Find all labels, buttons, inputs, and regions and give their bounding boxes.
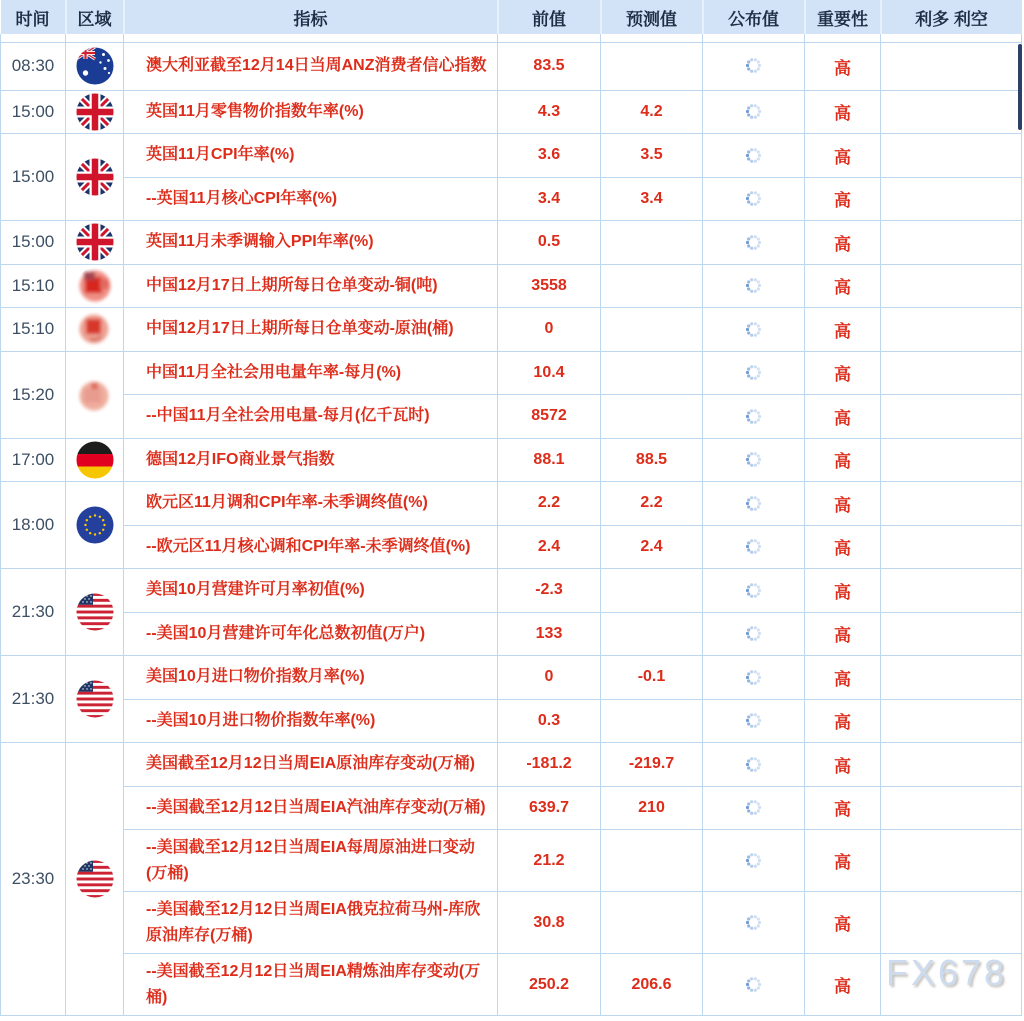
time-cell: 15:00 — [1, 90, 66, 134]
col-header-importance: 重要性 — [805, 0, 881, 34]
table-row — [1, 482, 1022, 526]
previous-value: 133 — [498, 612, 601, 656]
previous-value: 0 — [498, 656, 601, 700]
forecast-value — [601, 221, 703, 265]
previous-value: 3558 — [498, 264, 601, 308]
indicator-link[interactable]: --美国截至12月12日当周EIA汽油库存变动(万桶) — [124, 786, 498, 830]
loading-spinner-icon — [745, 103, 762, 120]
table-row — [1, 42, 1022, 90]
col-header-time: 时间 — [1, 0, 66, 34]
fx678-watermark: FX678 — [886, 952, 1008, 993]
published-value — [703, 351, 805, 395]
importance-badge: 高 — [805, 892, 881, 954]
previous-value: 2.4 — [498, 525, 601, 569]
uk-flag-icon — [76, 223, 114, 261]
loading-spinner-icon — [745, 57, 762, 74]
bias-cell — [881, 221, 1022, 265]
published-value — [703, 525, 805, 569]
forecast-value — [601, 351, 703, 395]
importance-badge: 高 — [805, 264, 881, 308]
bias-cell — [881, 264, 1022, 308]
time-cell: 21:30 — [1, 656, 66, 743]
col-header-indicator: 指标 — [124, 0, 498, 34]
importance-badge: 高 — [805, 482, 881, 526]
indicator-link[interactable]: --美国截至12月12日当周EIA俄克拉荷马州-库欣原油库存(万桶) — [124, 892, 498, 954]
time-cell: 18:00 — [1, 482, 66, 569]
eu-flag-icon — [76, 506, 114, 544]
bias-cell — [881, 177, 1022, 221]
forecast-value: -0.1 — [601, 656, 703, 700]
col-header-published: 公布值 — [703, 0, 805, 34]
flag-cell — [66, 221, 124, 265]
importance-badge: 高 — [805, 177, 881, 221]
previous-value: 3.4 — [498, 177, 601, 221]
published-value — [703, 395, 805, 439]
usa-flag-icon — [76, 680, 114, 718]
flag-cell — [66, 743, 124, 1016]
forecast-value — [601, 830, 703, 892]
loading-spinner-icon — [745, 495, 762, 512]
importance-badge: 高 — [805, 743, 881, 787]
bias-cell — [881, 395, 1022, 439]
forecast-value: 88.5 — [601, 438, 703, 482]
bias-cell — [881, 525, 1022, 569]
time-cell: 21:30 — [1, 569, 66, 656]
published-value — [703, 743, 805, 787]
indicator-link[interactable]: 中国12月17日上期所每日仓单变动-铜(吨) — [124, 264, 498, 308]
forecast-value — [601, 264, 703, 308]
table-row — [1, 743, 1022, 787]
loading-spinner-icon — [745, 538, 762, 555]
table-header-row — [1, 0, 1022, 34]
forecast-value: 4.2 — [601, 90, 703, 134]
forecast-value: 2.2 — [601, 482, 703, 526]
loading-spinner-icon — [745, 451, 762, 468]
published-value — [703, 134, 805, 178]
indicator-link[interactable]: 美国10月进口物价指数月率(%) — [124, 656, 498, 700]
indicator-link[interactable]: 中国12月17日上期所每日仓单变动-原油(桶) — [124, 308, 498, 352]
previous-value: 0.3 — [498, 699, 601, 743]
loading-spinner-icon — [745, 582, 762, 599]
previous-value: 88.1 — [498, 438, 601, 482]
flag-cell — [66, 438, 124, 482]
table-row — [1, 830, 1022, 892]
indicator-link[interactable]: 英国11月零售物价指数年率(%) — [124, 90, 498, 134]
loading-spinner-icon — [745, 408, 762, 425]
loading-spinner-icon — [745, 190, 762, 207]
indicator-link[interactable]: --欧元区11月核心调和CPI年率-未季调终值(%) — [124, 525, 498, 569]
published-value — [703, 177, 805, 221]
time-cell: 23:30 — [1, 743, 66, 1016]
importance-badge: 高 — [805, 699, 881, 743]
indicator-link[interactable]: 欧元区11月调和CPI年率-未季调终值(%) — [124, 482, 498, 526]
forecast-value — [601, 569, 703, 613]
indicator-link[interactable]: --美国10月营建许可年化总数初值(万户) — [124, 612, 498, 656]
table-row — [1, 786, 1022, 830]
loading-spinner-icon — [745, 147, 762, 164]
importance-badge: 高 — [805, 656, 881, 700]
previous-value: 8572 — [498, 395, 601, 439]
table-row — [1, 90, 1022, 134]
indicator-link[interactable]: 美国截至12月12日当周EIA原油库存变动(万桶) — [124, 743, 498, 787]
usa-flag-icon — [76, 593, 114, 631]
bias-cell — [881, 892, 1022, 954]
published-value — [703, 612, 805, 656]
forecast-value — [601, 699, 703, 743]
importance-badge: 高 — [805, 830, 881, 892]
bias-cell — [881, 351, 1022, 395]
bias-cell — [881, 482, 1022, 526]
indicator-link[interactable]: 英国11月CPI年率(%) — [124, 134, 498, 178]
loading-spinner-icon — [745, 669, 762, 686]
uk-flag-icon — [76, 93, 114, 131]
germany-flag-icon — [76, 441, 114, 479]
previous-value: 4.3 — [498, 90, 601, 134]
vertical-scrollbar-thumb[interactable] — [1018, 44, 1022, 130]
forecast-value — [601, 308, 703, 352]
previous-value: 2.2 — [498, 482, 601, 526]
flag-cell — [66, 351, 124, 438]
loading-spinner-icon — [745, 976, 762, 993]
published-value — [703, 308, 805, 352]
indicator-link[interactable]: 德国12月IFO商业景气指数 — [124, 438, 498, 482]
loading-spinner-icon — [745, 914, 762, 931]
previous-value: 3.6 — [498, 134, 601, 178]
table-row — [1, 264, 1022, 308]
indicator-link[interactable]: 澳大利亚截至12月14日当周ANZ消费者信心指数 — [124, 42, 498, 90]
forecast-value: 210 — [601, 786, 703, 830]
flag-cell — [66, 42, 124, 90]
importance-badge: 高 — [805, 612, 881, 656]
importance-badge: 高 — [805, 954, 881, 1016]
previous-value: 250.2 — [498, 954, 601, 1016]
bias-cell — [881, 656, 1022, 700]
importance-badge: 高 — [805, 351, 881, 395]
bias-cell — [881, 786, 1022, 830]
published-value — [703, 699, 805, 743]
table-row — [1, 134, 1022, 178]
forecast-value: 2.4 — [601, 525, 703, 569]
china-flag-icon — [76, 267, 114, 305]
bias-cell — [881, 569, 1022, 613]
usa-flag-icon — [76, 860, 114, 898]
published-value — [703, 90, 805, 134]
uk-flag-icon — [76, 158, 114, 196]
col-header-bias: 利多 利空 — [881, 0, 1022, 34]
forecast-value — [601, 395, 703, 439]
table-row — [1, 177, 1022, 221]
bias-cell — [881, 90, 1022, 134]
published-value — [703, 438, 805, 482]
table-row — [1, 892, 1022, 954]
header-gap-row — [1, 34, 1022, 42]
published-value — [703, 954, 805, 1016]
flag-cell — [66, 308, 124, 352]
forecast-value — [601, 612, 703, 656]
previous-value: 0.5 — [498, 221, 601, 265]
importance-badge: 高 — [805, 221, 881, 265]
time-cell: 17:00 — [1, 438, 66, 482]
flag-cell — [66, 90, 124, 134]
time-cell: 15:10 — [1, 264, 66, 308]
australia-flag-icon — [76, 47, 114, 85]
china-flag-icon — [76, 376, 114, 414]
flag-cell — [66, 656, 124, 743]
importance-badge: 高 — [805, 42, 881, 90]
previous-value: 10.4 — [498, 351, 601, 395]
importance-badge: 高 — [805, 134, 881, 178]
bias-cell — [881, 699, 1022, 743]
time-cell: 15:00 — [1, 134, 66, 221]
loading-spinner-icon — [745, 799, 762, 816]
previous-value: 21.2 — [498, 830, 601, 892]
indicator-link[interactable]: --美国10月进口物价指数年率(%) — [124, 699, 498, 743]
previous-value: 83.5 — [498, 42, 601, 90]
table-row — [1, 699, 1022, 743]
bias-cell — [881, 42, 1022, 90]
loading-spinner-icon — [745, 277, 762, 294]
table-row — [1, 438, 1022, 482]
importance-badge: 高 — [805, 786, 881, 830]
previous-value: 639.7 — [498, 786, 601, 830]
importance-badge: 高 — [805, 395, 881, 439]
table-row — [1, 525, 1022, 569]
flag-cell — [66, 569, 124, 656]
importance-badge: 高 — [805, 525, 881, 569]
indicator-link[interactable]: --英国11月核心CPI年率(%) — [124, 177, 498, 221]
indicator-link[interactable]: --中国11月全社会用电量-每月(亿千瓦时) — [124, 395, 498, 439]
published-value — [703, 482, 805, 526]
table-row — [1, 656, 1022, 700]
importance-badge: 高 — [805, 308, 881, 352]
published-value — [703, 221, 805, 265]
published-value — [703, 786, 805, 830]
indicator-link[interactable]: 英国11月未季调输入PPI年率(%) — [124, 221, 498, 265]
loading-spinner-icon — [745, 625, 762, 642]
bias-cell — [881, 743, 1022, 787]
loading-spinner-icon — [745, 364, 762, 381]
previous-value: 0 — [498, 308, 601, 352]
loading-spinner-icon — [745, 756, 762, 773]
importance-badge: 高 — [805, 569, 881, 613]
time-cell: 15:20 — [1, 351, 66, 438]
time-cell: 15:10 — [1, 308, 66, 352]
bias-cell — [881, 612, 1022, 656]
published-value — [703, 830, 805, 892]
loading-spinner-icon — [745, 852, 762, 869]
bias-cell — [881, 954, 1022, 1016]
previous-value: -181.2 — [498, 743, 601, 787]
table-row — [1, 612, 1022, 656]
col-header-forecast: 预测值 — [601, 0, 703, 34]
importance-badge: 高 — [805, 438, 881, 482]
col-header-previous: 前值 — [498, 0, 601, 34]
published-value — [703, 892, 805, 954]
indicator-link[interactable]: --美国截至12月12日当周EIA精炼油库存变动(万桶) — [124, 954, 498, 1016]
table-row — [1, 569, 1022, 613]
indicator-link[interactable]: --美国截至12月12日当周EIA每周原油进口变动(万桶) — [124, 830, 498, 892]
published-value — [703, 264, 805, 308]
time-cell: 15:00 — [1, 221, 66, 265]
bias-cell — [881, 438, 1022, 482]
loading-spinner-icon — [745, 234, 762, 251]
forecast-value: 3.5 — [601, 134, 703, 178]
flag-cell — [66, 482, 124, 569]
importance-badge: 高 — [805, 90, 881, 134]
flag-cell — [66, 264, 124, 308]
table-row — [1, 308, 1022, 352]
bias-cell — [881, 134, 1022, 178]
bias-cell — [881, 830, 1022, 892]
table-row — [1, 395, 1022, 439]
time-cell: 08:30 — [1, 42, 66, 90]
forecast-value — [601, 42, 703, 90]
published-value — [703, 656, 805, 700]
published-value — [703, 42, 805, 90]
forecast-value — [601, 892, 703, 954]
table-row — [1, 351, 1022, 395]
forecast-value: 206.6 — [601, 954, 703, 1016]
indicator-link[interactable]: 美国10月营建许可月率初值(%) — [124, 569, 498, 613]
col-header-region: 区域 — [66, 0, 124, 34]
table-row — [1, 221, 1022, 265]
previous-value: 30.8 — [498, 892, 601, 954]
loading-spinner-icon — [745, 321, 762, 338]
forecast-value: -219.7 — [601, 743, 703, 787]
indicator-link[interactable]: 中国11月全社会用电量年率-每月(%) — [124, 351, 498, 395]
loading-spinner-icon — [745, 712, 762, 729]
flag-cell — [66, 134, 124, 221]
previous-value: -2.3 — [498, 569, 601, 613]
published-value — [703, 569, 805, 613]
forecast-value: 3.4 — [601, 177, 703, 221]
china-flag-icon — [76, 310, 114, 348]
bias-cell — [881, 308, 1022, 352]
table-row — [1, 954, 1022, 1016]
